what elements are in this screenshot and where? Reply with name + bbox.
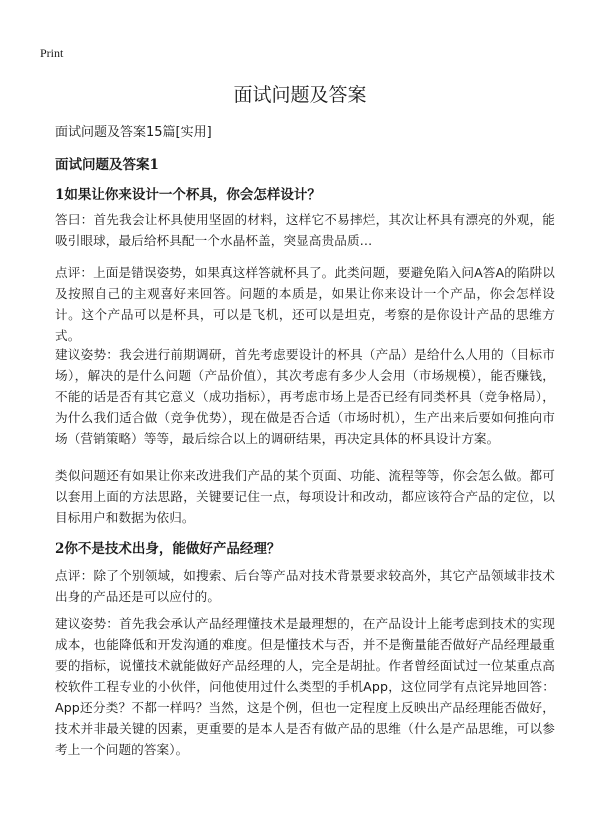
print-label: Print xyxy=(40,46,64,60)
page-title: 面试问题及答案 xyxy=(233,84,367,106)
question-1-heading: 1如果让你来设计一个杯具，你会怎样设计？ xyxy=(55,187,321,203)
question-1-comment: 点评：上面是错误姿势，如果真这样答就杯具了。此类问题，要避免陷入问A答A的陷阱以及按照自己的主观喜好来回答。问题的本质是，如果让你来设计一个产品，你会怎样设计。这个产品可以是杯具，可以是飞机，还可以是坦克，考察的是你设计产品的思维方式。 xyxy=(55,265,555,343)
document-subtitle: 面试问题及答案15篇[实用] xyxy=(55,125,212,140)
section-heading: 面试问题及答案1 xyxy=(55,157,159,173)
question-2-suggestion: 建议姿势：首先我会承认产品经理懂技术是最理想的，在产品设计上能考虑到技术的实现成本，也能降低和开发沟通的难度。但是懂技术与否，并不是衡量能否做好产品经理最重要的指标，说懂技术就能做好产品经理的人，完全是胡扯。作者曾经面试过一位某重点高校软件工程专业的小伙伴，问他使用过什么类型的手机App，这位同学有点诧异地回答：App还分类？不都一样吗？当然，这是个例，但也一定程度上反映出产品经理能否做好，技术并非最关键的因素，更重要的是本人是否有做产品的思维（什么是产品思维，可以参考上一个问题的答案）。 xyxy=(55,616,555,757)
question-1-answer: 答曰：首先我会让杯具使用坚固的材料，这样它不易摔烂，其次让杯具有漂亮的外观，能吸引眼球，最后给杯具配一个水晶杯盖，突显高贵品质… xyxy=(55,212,555,248)
question-2-heading: 2你不是技术出身，能做好产品经理？ xyxy=(55,541,281,557)
question-1-extension: 类似问题还有如果让你来改进我们产品的某个页面、功能、流程等等，你会怎么做。都可以套用上面的方法思路，关键要记住一点，每项设计和改动，都应该符合产品的定位，以目标用户和数据为依归。 xyxy=(55,468,555,525)
question-2-comment: 点评：除了个别领域，如搜索、后台等产品对技术背景要求较高外，其它产品领域非技术出身的产品还是可以应付的。 xyxy=(55,568,555,604)
question-1-suggestion: 建议姿势：我会进行前期调研，首先考虑要设计的杯具（产品）是给什么人用的（目标市场），解决的是什么问题（产品价值），其次考虑有多少人会用（市场规模），能否赚钱，不能的话是否有其它意义（成功指标），再考虑市场上是否已经有同类杯具（竞争格局），为什么我们适合做（竞争优势），现在做是否合适（市场时机），生产出来后要如何推向市场（营销策略）等等，最后综合以上的调研结果，再决定具体的杯具设计方案。 xyxy=(55,347,555,446)
